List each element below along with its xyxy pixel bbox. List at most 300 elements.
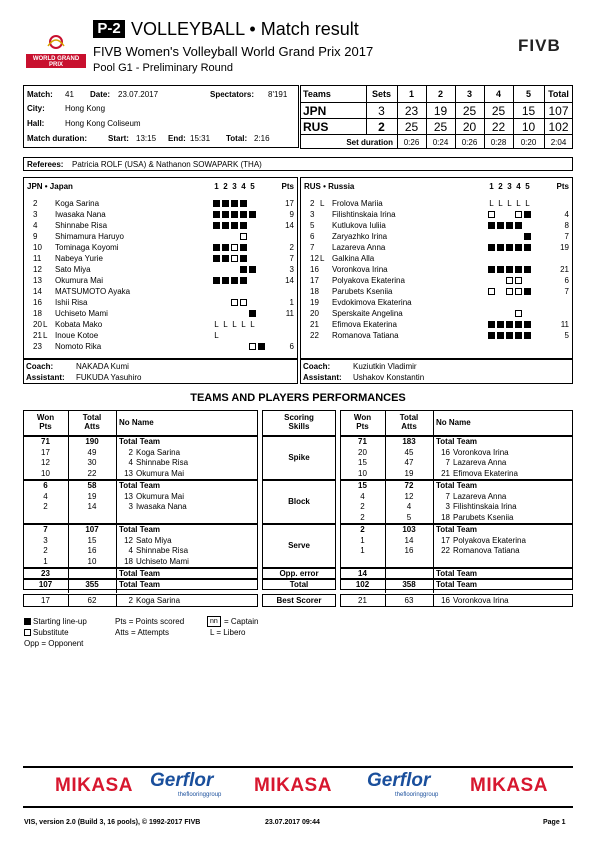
player-row [300,298,573,308]
substitute-square-icon [249,343,256,350]
set-duration: 0:26 [403,138,420,147]
atts-value: 14 [87,502,97,511]
libero-mark: L [43,320,48,329]
atts-value: 14 [404,535,414,545]
atts-value: 107 [85,525,99,534]
legend-opp: Opp = Opponent [24,639,84,648]
player-row [23,309,298,319]
set-header: 2 [223,182,228,191]
starter-square-icon [524,332,531,339]
match-label: Match: [27,90,53,99]
player-no-value: 12 [124,535,133,545]
spectators-label: Spectators: [210,90,255,99]
score-row-rule [300,102,573,103]
coach-name: Kuziutkin Vladimir [353,362,417,371]
starter-square-icon [240,200,247,207]
starter-square-icon [213,244,220,251]
opp-error-left-name: Total Team [119,569,161,578]
substitute-square-icon [240,233,247,240]
substitute-square-icon [488,211,495,218]
atts-value: 45 [404,447,414,457]
starter-square-icon [497,244,504,251]
starter-square-icon [524,321,531,328]
won-value: 12 [41,458,50,467]
atts-value: 4 [406,502,412,511]
player-row [23,298,298,308]
player-name: Nabeya Yurie [55,254,103,263]
hall-value: Hong Kong Coliseum [65,119,141,128]
set-score: 10 [521,120,536,134]
set-duration: 0:20 [520,138,537,147]
player-number: 17 [310,276,319,285]
player-number: 18 [310,287,319,296]
player-name-value: Total Team [119,437,161,446]
player-points: 2 [289,243,294,252]
score-header-cell: 3 [466,89,472,99]
referees-label: Referees: [27,160,64,169]
total-left-atts: 355 [85,580,99,589]
player-name-value: Voronkova Irina [453,447,509,457]
starter-square-icon [497,222,504,229]
best-left-name: Koga Sarina [136,596,181,605]
player-name-value: Total Team [436,525,478,534]
player-points: 14 [285,276,294,285]
won-value: 10 [358,468,367,478]
set-header: 4 [516,182,521,191]
substitute-square-icon [515,288,522,295]
player-row [300,331,573,341]
player-points: 7 [564,232,569,241]
won-value: 71 [41,437,50,446]
starter-square-icon [240,222,247,229]
gerflor-logo [150,770,240,798]
player-number: 9 [33,232,38,241]
player-name-value: Okumura Mai [136,468,185,478]
starter-square-icon [258,343,265,350]
player-number: 21 [33,331,42,340]
player-no-value: 7 [445,491,450,501]
player-number: 12 [33,265,42,274]
libero-set-mark: L [223,320,228,329]
starter-square-icon [497,266,504,273]
page-title: VOLLEYBALL • Match result [131,19,359,39]
atts-value: 12 [404,491,414,501]
player-points: 6 [564,276,569,285]
set-header: 5 [525,182,530,191]
player-no-value: 16 [441,447,450,457]
player-row [300,276,573,286]
gerflor-wordmark: Gerflor [367,770,431,791]
atts-value: 103 [402,525,416,534]
player-row [23,254,298,264]
won-value: 2 [360,512,365,522]
player-number: 14 [33,287,42,296]
world-grand-prix-logo: WORLD GRAND PRIX [26,30,86,70]
won-value: 1 [43,556,48,566]
starter-square-icon [240,255,247,262]
starter-square-icon [524,266,531,273]
set-score: 19 [433,104,448,118]
team-code: RUS [303,120,329,134]
set-score: 15 [521,104,536,118]
starter-square-icon [524,288,531,295]
player-points: 7 [564,287,569,296]
player-number: 10 [33,243,42,252]
player-no-value: 17 [441,535,450,545]
atts-value: 5 [406,512,412,522]
player-points: 5 [564,331,569,340]
skill-name: Block [288,497,310,506]
player-no-value: 3 [128,502,133,511]
pts-header: Pts [281,182,294,191]
set-score: 25 [404,120,419,134]
pts-header: Pts [556,182,569,191]
starter-square-icon [249,211,256,218]
player-name: Kobata Mako [55,320,103,329]
sponsor-top-rule [23,766,573,768]
player-name: Parubets Kseniia [332,287,393,296]
player-name-value: Polyakova Ekaterina [453,535,526,545]
player-row [300,232,573,242]
legend-pts: Pts = Points scored [115,617,185,626]
city-label: City: [27,104,45,113]
set-score: 22 [491,120,506,134]
score-header-cell: Total [548,89,569,99]
substitute-square-icon [24,629,31,636]
starter-square-icon [249,310,256,317]
opp-error-label: Opp. error [279,569,319,578]
performances-title: TEAMS AND PLAYERS PERFORMANCES [190,392,406,404]
player-number: 2 [310,199,315,208]
substitute-square-icon [515,211,522,218]
starter-square-icon [506,321,513,328]
opp-error-right: 14 [358,569,367,578]
starter-square-icon [231,277,238,284]
coach-label: Coach: [26,362,54,371]
best-right-won: 21 [358,596,367,605]
gerflor-tagline: theflooringgroup [178,792,222,798]
player-number: 11 [33,254,42,263]
starter-square-icon [222,222,229,229]
substitute-square-icon [515,310,522,317]
player-number: 13 [33,276,42,285]
starter-square-icon [506,222,513,229]
atts-value: 47 [404,458,414,467]
opp-error-left: 23 [41,569,50,578]
best-left-atts: 62 [87,596,97,605]
player-points: 4 [564,210,569,219]
won-pts-header: Won Pts [36,413,55,431]
substitute-square-icon [506,277,513,284]
starter-square-icon [524,244,531,251]
total-left-won: 107 [38,580,53,589]
player-row [300,210,573,220]
gerflor-tagline: theflooringgroup [395,792,439,798]
player-name: Romanova Tatiana [332,331,399,340]
player-name: Shinnabe Risa [55,221,108,230]
player-points: 17 [285,199,294,208]
legend-captain: = Captain [224,617,259,626]
total-atts-header: Total Atts [399,413,419,431]
won-value: 4 [43,491,48,501]
player-name: Evdokimova Ekaterina [332,298,412,307]
player-name-value: Shinnabe Risa [136,458,189,467]
end-label: End: [168,134,186,143]
opp-error-right-name: Total Team [436,569,478,578]
competition-name: FIVB Women's Volleyball World Grand Prix 2017 [93,44,374,59]
player-name: MATSUMOTO Ayaka [55,287,131,296]
libero-set-mark: L [525,199,530,208]
player-name: Shimamura Haruyo [55,232,124,241]
start-time: 13:15 [136,134,157,143]
player-number: 3 [310,210,315,219]
player-name: Kutlukova Iuliia [332,221,386,230]
player-row [23,221,298,231]
atts-value: 16 [87,546,97,555]
gerflor-logo [367,770,457,798]
player-name-value: Romanova Tatiana [453,546,520,555]
assistant-name: Ushakov Konstantin [353,373,425,382]
player-number: 2 [33,199,38,208]
starter-square-icon [488,332,495,339]
no-name-header: No Name [119,418,154,427]
player-row [23,276,298,286]
won-value: 3 [43,535,48,545]
starter-square-icon [213,211,220,218]
player-name: Iwasaka Nana [55,210,106,219]
player-name-value: Koga Sarina [136,447,181,457]
end-time: 15:31 [190,134,211,143]
set-score: 25 [462,104,477,118]
player-name: Tominaga Koyomi [55,243,119,252]
libero-mark: L [320,199,325,208]
player-no-value: 7 [445,458,450,467]
legend-captain-box: nn [207,616,221,627]
player-no-value: 21 [441,468,450,478]
team-title: RUS • Russia [304,182,355,191]
libero-mark: L [43,331,48,340]
coach-label: Coach: [303,362,331,371]
set-score: 25 [491,104,506,118]
score-header-cell: 1 [408,89,414,99]
player-row [23,320,298,330]
won-value: 17 [41,447,50,457]
player-name: Nomoto Rika [55,342,102,351]
player-number: 16 [33,298,42,307]
atts-value: 16 [404,546,414,555]
assistant-label: Assistant: [26,373,65,382]
hall-label: Hall: [27,119,45,128]
scoring-skills-header: Scoring Skills [284,413,314,431]
atts-value: 72 [404,481,414,490]
player-points: 7 [289,254,294,263]
player-name-value: Efimova Ekaterina [453,468,518,478]
libero-set-mark: L [232,320,237,329]
atts-value: 19 [404,468,414,478]
legend-libero: L = Libero [210,628,246,637]
player-points: 11 [285,309,294,318]
legend-starting: Starting line-up [33,617,87,626]
mikasa-logo: MIKASA [55,775,133,796]
libero-set-mark: L [516,199,521,208]
libero-set-mark: L [489,199,494,208]
won-value: 20 [358,447,367,457]
player-row [300,243,573,253]
player-no-value: 13 [124,468,133,478]
set-duration: 0:24 [432,138,449,147]
player-row [23,210,298,220]
player-row [23,265,298,275]
atts-value: 30 [87,458,97,467]
player-row [300,221,573,231]
player-row [23,287,298,297]
substitute-square-icon [488,288,495,295]
skill-name: Spike [288,453,310,462]
player-row [23,199,298,209]
substitute-square-icon [231,255,238,262]
footer-page: Page 1 [543,819,566,826]
player-row [300,199,573,209]
starter-square-icon [524,233,531,240]
starter-square-icon [213,255,220,262]
won-value: 15 [358,458,367,467]
player-name: Efimova Ekaterina [332,320,397,329]
starter-square-icon [515,222,522,229]
player-name: Koga Sarina [55,199,100,208]
starter-square-icon [222,277,229,284]
player-name-value: Lazareva Anna [453,458,507,467]
best-right-name: Voronkova Irina [453,596,509,605]
player-points: 1 [289,298,294,307]
player-points: 19 [560,243,569,252]
starter-square-icon [240,266,247,273]
starter-square-icon [249,266,256,273]
player-points: 6 [289,342,294,351]
total-label: Total [289,580,309,589]
set-header: 1 [214,182,219,191]
player-name: Frolova Mariia [332,199,383,208]
total-left-name: Total Team [119,580,161,589]
atts-value: 49 [87,447,97,457]
libero-set-mark: L [214,320,219,329]
no-name-header: No Name [436,418,471,427]
player-name: Polyakova Ekaterina [332,276,405,285]
set-duration-label: Set duration [346,138,393,147]
player-no-value: 4 [128,458,133,467]
player-row [300,320,573,330]
total-points: 102 [548,120,569,134]
total-label: Total: [226,134,248,143]
libero-mark: L [320,254,325,263]
set-header: 2 [498,182,503,191]
won-value: 15 [358,481,367,490]
won-value: 71 [358,437,367,446]
player-name: Inoue Kotoe [55,331,99,340]
set-duration: 0:28 [490,138,507,147]
set-header: 1 [489,182,494,191]
score-header-cell: Sets [371,89,391,99]
won-value: 2 [43,546,48,555]
starter-square-icon [222,211,229,218]
total-time: 2:16 [254,134,270,143]
player-name-value: Filishtinskaia Irina [453,502,517,511]
player-no-value: 18 [124,556,133,566]
won-pts-header: Won Pts [353,413,372,431]
starting-square-icon [24,618,31,625]
player-no-value: 18 [441,512,450,522]
starter-square-icon [488,244,495,251]
match-date: 23.07.2017 [118,90,159,99]
perf-col-rule [116,594,117,607]
player-name-value: Lazareva Anna [453,491,507,501]
city-value: Hong Kong [65,104,106,113]
player-number: 22 [310,331,319,340]
player-name: Sato Miya [55,265,91,274]
player-number: 7 [310,243,315,252]
sponsor-bottom-rule [23,806,573,808]
player-name-value: Total Team [436,437,478,446]
player-name-value: Total Team [436,481,478,490]
player-no-value: 3 [445,502,450,511]
player-name-value: Shinnabe Risa [136,546,189,555]
starter-square-icon [506,332,513,339]
starter-square-icon [222,255,229,262]
skill-name: Serve [288,541,310,550]
atts-value: 15 [87,535,97,545]
won-value: 4 [360,491,365,501]
player-number: 12 [310,254,319,263]
substitute-square-icon [231,244,238,251]
footer-timestamp: 23.07.2017 09:44 [265,819,320,826]
atts-value: 19 [87,491,97,501]
player-name-value: Sato Miya [136,535,172,545]
libero-set-mark: L [507,199,512,208]
starter-square-icon [213,277,220,284]
player-row [300,265,573,275]
perf-col-rule [433,594,434,607]
player-name-value: Okumura Mai [136,491,185,501]
player-number: 4 [33,221,38,230]
legend-substitute: Substitute [33,628,69,637]
starter-square-icon [488,222,495,229]
won-value: 7 [43,525,48,534]
won-value: 2 [43,502,48,511]
starter-square-icon [488,321,495,328]
player-number: 6 [310,232,315,241]
best-right-no: 16 [441,596,450,605]
player-number: 20 [310,309,319,318]
score-row-rule [300,134,573,135]
set-score: 25 [433,120,448,134]
substitute-square-icon [506,288,513,295]
player-points: 9 [289,210,294,219]
date-label: Date: [90,90,111,99]
best-left-no: 2 [128,596,133,605]
team-title: JPN • Japan [27,182,73,191]
player-row [300,309,573,319]
substitute-square-icon [515,277,522,284]
starter-square-icon [222,200,229,207]
libero-set-mark: L [214,331,219,340]
player-name: Filishtinskaia Irina [332,210,396,219]
total-right-won: 102 [355,580,370,589]
set-header: 5 [250,182,255,191]
libero-set-mark: L [250,320,255,329]
libero-set-mark: L [241,320,246,329]
starter-square-icon [240,211,247,218]
substitute-square-icon [240,299,247,306]
starter-square-icon [515,266,522,273]
